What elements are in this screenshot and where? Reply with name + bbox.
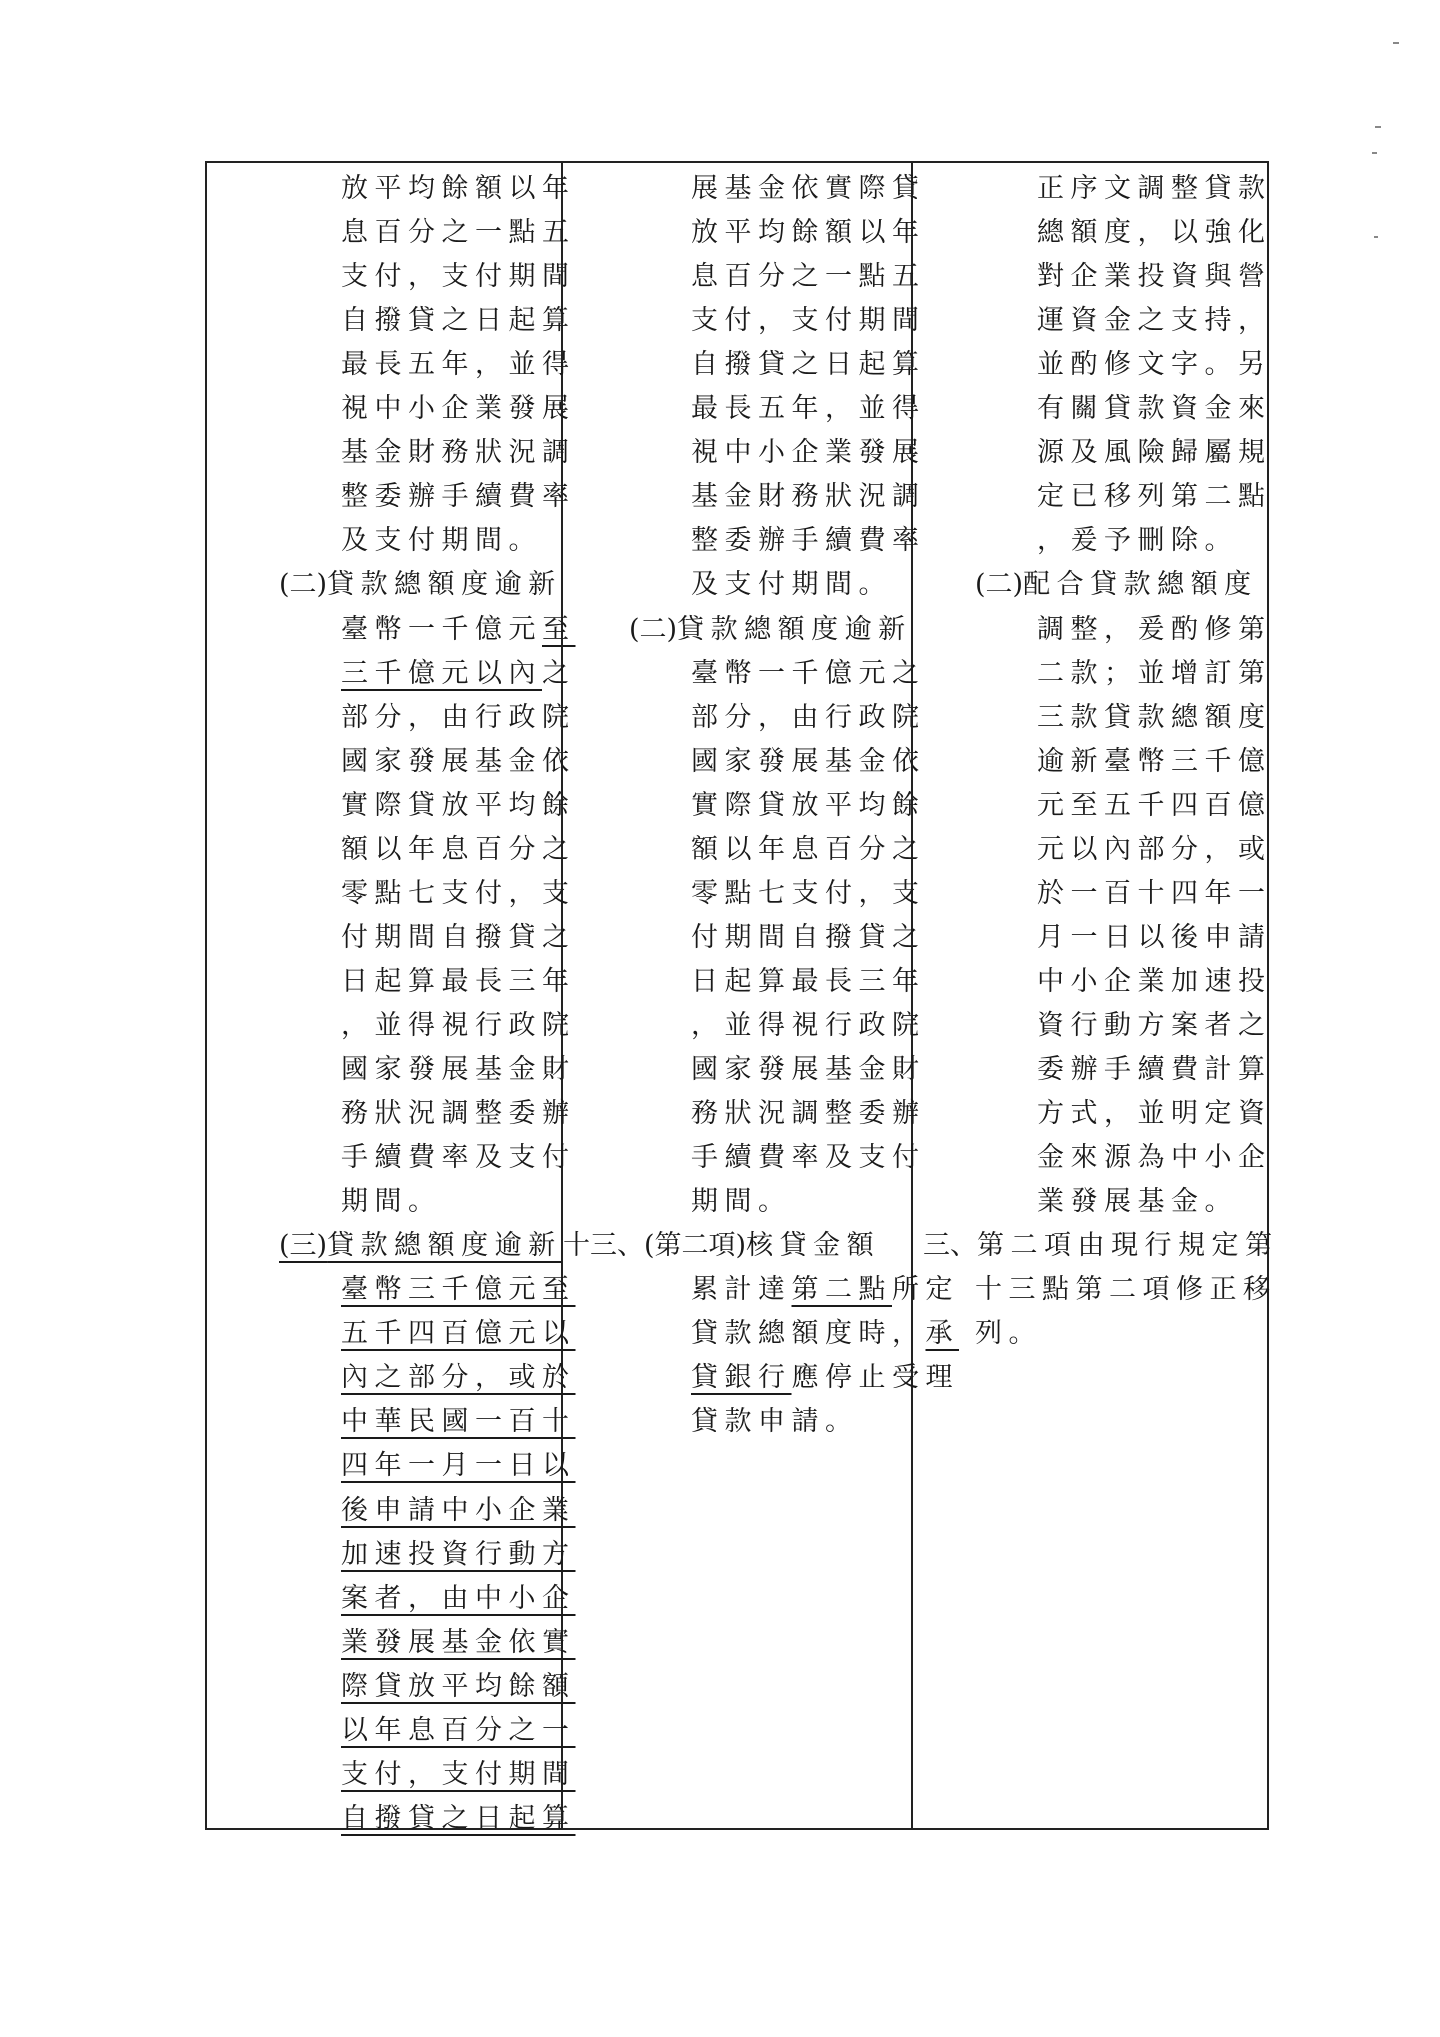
text-line: [1037, 1004, 1272, 1048]
text-line: [1037, 431, 1272, 475]
text-line: [691, 387, 926, 431]
text-line: [341, 1489, 576, 1533]
text-line: [1037, 784, 1272, 828]
text-line: [341, 1048, 576, 1092]
text-segment: 放平均餘額以年: [341, 173, 576, 204]
text-segment: 三款貸款總額度: [1037, 701, 1272, 733]
underlined-text: 三千億元以內: [341, 657, 542, 689]
text-line: [691, 299, 926, 343]
text-line: [341, 696, 576, 740]
underlined-text: 至: [542, 613, 576, 645]
text-line: [341, 740, 576, 784]
text-line: [691, 828, 926, 872]
text-segment: 金來源為中小企: [1037, 1142, 1272, 1174]
text-line: [1037, 960, 1272, 1004]
text-segment: 最長五年，並得: [341, 349, 576, 381]
comparison-table: [205, 161, 1279, 1834]
text-segment: 國家發展基金依: [691, 745, 926, 777]
text-segment: 之: [542, 657, 576, 689]
amended-provision-column: [207, 163, 576, 1834]
text-line: [341, 1709, 576, 1753]
text-line: [341, 1136, 576, 1180]
text-line: [341, 299, 576, 343]
text-segment: 中小企業加速投: [1037, 965, 1272, 997]
text-line: [341, 784, 576, 828]
text-segment: 日起算最長三年: [691, 965, 926, 997]
text-segment: 逾新臺幣三千億: [1037, 745, 1272, 777]
underlined-text: 支付，支付期間: [341, 1758, 576, 1790]
text-segment: 整委辦手續費率: [341, 481, 576, 513]
text-line: [341, 431, 576, 475]
text-segment: 及支付期間。: [341, 525, 542, 557]
text-line: [341, 1180, 442, 1224]
text-segment: 二款；並增訂第: [1037, 657, 1272, 689]
text-segment: 自撥貸之日起算: [341, 305, 576, 337]
text-line: [1037, 916, 1272, 960]
text-line: [341, 1092, 576, 1136]
text-segment: ，並得視行政院: [341, 1009, 576, 1041]
underlined-text: 中華民國一百十: [341, 1406, 576, 1438]
text-line: [1037, 1092, 1272, 1136]
scan-speck: [1372, 152, 1377, 154]
text-line: [1037, 475, 1272, 519]
text-line: [691, 740, 926, 784]
text-line: [341, 519, 542, 563]
text-segment: 委辦手續費計算: [1037, 1054, 1272, 1085]
text-line: [341, 387, 576, 431]
text-segment: 元以內部分，或: [1037, 833, 1272, 865]
text-line: [341, 1797, 576, 1841]
text-segment: 應停止受理: [791, 1362, 959, 1394]
underlined-text: 自撥貸之日起算: [341, 1802, 576, 1834]
text-line: [1037, 608, 1272, 652]
text-segment: 務狀況調整委辦: [691, 1098, 926, 1130]
text-line: [691, 475, 926, 519]
text-segment: 支付，支付期間: [341, 261, 576, 293]
text-line: [691, 1048, 926, 1092]
text-segment: 貸款申請。: [691, 1406, 859, 1438]
text-segment: 期間。: [691, 1186, 792, 1218]
text-line: [341, 343, 576, 387]
text-segment: 務狀況調整委辦: [341, 1098, 576, 1130]
text-line: [691, 916, 926, 960]
item-label: (三): [279, 1230, 328, 1262]
text-line: [341, 652, 576, 696]
text-line: [691, 431, 926, 475]
underlined-text: 五千四百億元以: [341, 1318, 576, 1350]
text-segment: 基金財務狀況調: [691, 481, 926, 513]
scan-speck: [1375, 126, 1381, 128]
text-line: [341, 1004, 576, 1048]
text-segment: 基金財務狀況調: [341, 437, 576, 469]
text-line: [279, 563, 562, 607]
text-line: [975, 1312, 1042, 1356]
text-segment: 列。: [975, 1318, 1042, 1350]
item-label: (二): [629, 613, 678, 645]
text-line: [691, 519, 926, 563]
text-segment: 視中小企業發展: [341, 393, 576, 425]
text-line: [341, 1312, 576, 1356]
text-line: [691, 1004, 926, 1048]
text-line: [1037, 872, 1272, 916]
text-segment: 零點七支付，支: [691, 877, 926, 909]
text-line: [341, 1268, 576, 1312]
underlined-text: 第二點: [791, 1274, 892, 1306]
text-segment: 貸款總額度時，: [691, 1318, 926, 1350]
text-line: [975, 1268, 1277, 1312]
text-line: [1037, 1136, 1272, 1180]
text-line: [1037, 519, 1238, 563]
item-label: 十三、(第二項): [563, 1230, 747, 1262]
text-segment: 國家發展基金財: [691, 1054, 926, 1085]
text-line: [1037, 1048, 1272, 1092]
text-segment: 運資金之支持，: [1037, 305, 1272, 337]
underlined-text: 業發展基金依實: [341, 1626, 576, 1658]
text-segment: 視中小企業發展: [691, 437, 926, 469]
explanation-column: [913, 163, 1279, 1828]
text-segment: 部分，由行政院: [341, 701, 576, 733]
text-line: [1037, 343, 1272, 387]
text-segment: 部分，由行政院: [691, 701, 926, 733]
text-segment: 最長五年，並得: [691, 393, 926, 425]
text-segment: 放平均餘額以年: [691, 217, 926, 249]
text-segment: 臺幣一千億元: [341, 613, 542, 645]
underlined-text: 四年一月一日以: [341, 1450, 576, 1482]
text-line: [341, 167, 576, 211]
text-line: [563, 1224, 880, 1268]
text-line: [691, 1136, 926, 1180]
text-segment: 息百分之一點五: [341, 217, 576, 249]
text-line: [691, 1400, 859, 1444]
text-segment: 支付，支付期間: [691, 305, 926, 337]
text-segment: 所定: [892, 1274, 959, 1306]
text-segment: 源及風險歸屬規: [1037, 437, 1272, 469]
text-segment: 於一百十四年一: [1037, 877, 1272, 909]
text-segment: 日起算最長三年: [341, 965, 576, 997]
text-segment: 配合貸款總額度: [1023, 569, 1258, 601]
underlined-text: 內之部分，或於: [341, 1362, 576, 1394]
text-segment: 額以年息百分之: [341, 833, 576, 865]
text-segment: 付期間自撥貸之: [691, 921, 926, 953]
scan-speck: [1393, 42, 1399, 44]
text-line: [341, 1621, 576, 1665]
text-line: [1037, 740, 1272, 784]
text-line: [1037, 167, 1272, 211]
text-line: [341, 1665, 576, 1709]
text-line: [341, 1577, 576, 1621]
text-segment: ，並得視行政院: [691, 1009, 926, 1041]
text-line: [691, 255, 926, 299]
underlined-text: 貸銀行: [691, 1362, 792, 1394]
text-segment: 累計達: [691, 1274, 792, 1306]
current-provision-column: [563, 163, 959, 1828]
text-line: [923, 1224, 1279, 1268]
text-segment: 十三點第二項修正移: [975, 1274, 1277, 1306]
text-segment: 額以年息百分之: [691, 833, 926, 865]
text-segment: 國家發展基金依: [341, 745, 576, 777]
text-line: [341, 255, 576, 299]
text-segment: 核貸金額: [746, 1230, 881, 1262]
text-segment: 並酌修文字。另: [1037, 349, 1272, 381]
text-line: [1037, 696, 1272, 740]
text-line: [691, 563, 892, 607]
text-line: [629, 608, 912, 652]
text-line: [1037, 211, 1272, 255]
text-segment: 月一日以後申請: [1037, 921, 1272, 953]
text-line: [341, 828, 576, 872]
text-line: [341, 916, 576, 960]
text-line: [341, 1356, 576, 1400]
text-line: [1037, 828, 1272, 872]
text-segment: 貸款總額度逾新: [677, 613, 912, 645]
text-line: [341, 1533, 576, 1577]
text-line: [341, 475, 576, 519]
text-line: [1037, 652, 1272, 696]
text-line: [1037, 255, 1272, 299]
text-line: [341, 872, 576, 916]
underlined-text: 承: [925, 1318, 959, 1350]
item-label: (二): [975, 569, 1024, 601]
text-segment: 國家發展基金財: [341, 1054, 576, 1085]
text-line: [691, 872, 926, 916]
text-line: [691, 652, 926, 696]
text-segment: 定已移列第二點: [1037, 481, 1272, 513]
text-segment: 對企業投資與營: [1037, 261, 1272, 293]
text-line: [341, 1753, 576, 1797]
underlined-text: 案者，由中小企: [341, 1582, 576, 1614]
text-line: [341, 1400, 576, 1444]
text-segment: 零點七支付，支: [341, 877, 576, 909]
text-line: [691, 167, 926, 211]
text-segment: 調整，爰酌修第: [1037, 613, 1272, 645]
item-label: (二): [279, 569, 328, 601]
underlined-text: 以年息百分之一: [341, 1714, 576, 1746]
text-segment: 元至五千四百億: [1037, 789, 1272, 821]
underlined-text: 臺幣三千億元至: [341, 1274, 576, 1306]
text-line: [341, 960, 576, 1004]
text-segment: 第二項由現行規定第: [977, 1230, 1279, 1262]
scan-speck: [1374, 236, 1378, 238]
underlined-text: 加速投資行動方: [341, 1538, 576, 1570]
text-segment: 付期間自撥貸之: [341, 921, 576, 953]
text-segment: 總額度，以強化: [1037, 217, 1272, 249]
text-line: [691, 1180, 792, 1224]
text-segment: 有關貸款資金來: [1037, 393, 1272, 425]
text-segment: 臺幣一千億元之: [691, 657, 926, 689]
text-line: [691, 784, 926, 828]
underlined-text: 際貸放平均餘額: [341, 1670, 576, 1702]
text-line: [1037, 387, 1272, 431]
text-line: [279, 1224, 562, 1268]
text-segment: 業發展基金。: [1037, 1186, 1238, 1218]
text-segment: 資行動方案者之: [1037, 1009, 1272, 1041]
text-line: [1037, 1180, 1238, 1224]
text-segment: 實際貸放平均餘: [341, 789, 576, 821]
text-segment: 自撥貸之日起算: [691, 349, 926, 381]
text-segment: 息百分之一點五: [691, 261, 926, 293]
text-segment: 期間。: [341, 1186, 442, 1218]
text-line: [341, 211, 576, 255]
text-segment: 貸款總額度逾新: [327, 569, 562, 601]
item-label: 三、: [923, 1230, 977, 1262]
text-line: [691, 960, 926, 1004]
text-segment: 整委辦手續費率: [691, 525, 926, 557]
text-segment: 正序文調整貸款: [1037, 173, 1272, 204]
underlined-text: 貸款總額度逾新: [327, 1230, 562, 1262]
underlined-text: 後申請中小企業: [341, 1494, 576, 1526]
text-segment: 手續費率及支付: [341, 1142, 576, 1174]
text-segment: 實際貸放平均餘: [691, 789, 926, 821]
text-segment: 方式，並明定資: [1037, 1098, 1272, 1130]
text-segment: 手續費率及支付: [691, 1142, 926, 1174]
text-line: [691, 1092, 926, 1136]
text-segment: 及支付期間。: [691, 569, 892, 601]
text-line: [975, 563, 1258, 607]
text-line: [341, 608, 576, 652]
text-line: [341, 1444, 576, 1488]
text-segment: ，爰予刪除。: [1037, 525, 1238, 557]
text-line: [691, 696, 926, 740]
text-line: [691, 211, 926, 255]
text-line: [1037, 299, 1272, 343]
text-line: [691, 343, 926, 387]
text-segment: 展基金依實際貸: [691, 173, 926, 204]
